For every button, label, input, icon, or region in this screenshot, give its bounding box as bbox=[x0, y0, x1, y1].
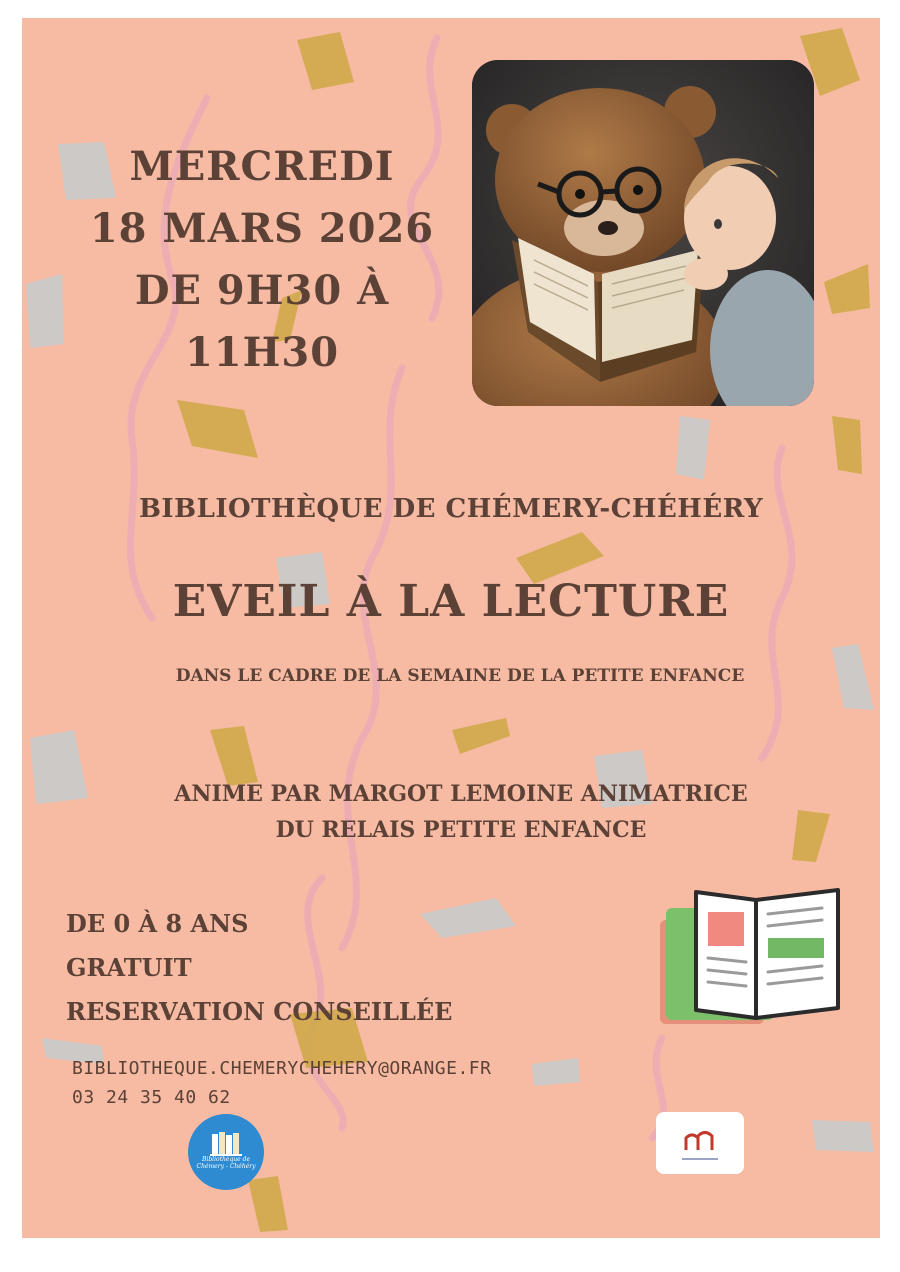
event-date: 18 MARS 2026 bbox=[89, 205, 435, 252]
open-book-icon bbox=[656, 882, 846, 1032]
event-context: DANS LE CADRE DE LA SEMAINE DE LA PETITE ENFANCE bbox=[175, 666, 745, 686]
host-line-1: ANIME PAR MARGOT LEMOINE ANIMATRICE bbox=[174, 781, 748, 807]
rpe-house-icon bbox=[656, 1112, 744, 1174]
price: GRATUIT bbox=[66, 953, 192, 982]
event-time-start: DE 9H30 À bbox=[134, 267, 390, 314]
event-date-time bbox=[42, 136, 482, 384]
booking-note: RESERVATION CONSEILLÉE bbox=[66, 997, 453, 1026]
library-name: BIBLIOTHÈQUE DE CHÉMERY-CHÉHÉRY bbox=[138, 494, 764, 524]
poster bbox=[22, 18, 880, 1238]
teddy-bear-reading-photo bbox=[472, 60, 814, 406]
contact-phone[interactable]: 03 24 35 40 62 bbox=[72, 1087, 231, 1108]
relais-petite-enfance-logo bbox=[656, 1112, 744, 1174]
contact-info bbox=[72, 1054, 491, 1112]
contact-email[interactable]: BIBLIOTHEQUE.CHEMERYCHEHERY@ORANGE.FR bbox=[72, 1058, 492, 1079]
library-logo bbox=[188, 1114, 264, 1190]
host-line-2: DU RELAIS PETITE ENFANCE bbox=[275, 817, 647, 843]
event-host bbox=[22, 776, 880, 848]
event-title: EVEIL À LA LECTURE bbox=[172, 576, 730, 627]
library-logo-text: Bibliothèque de Chémery - Chéhéry bbox=[196, 1156, 256, 1170]
practical-info bbox=[66, 902, 452, 1034]
age-range: DE 0 À 8 ANS bbox=[66, 909, 249, 938]
event-day: MERCREDI bbox=[129, 143, 395, 190]
books-icon bbox=[188, 1114, 264, 1190]
teddy-bear-photo-illustration bbox=[472, 60, 814, 406]
event-time-end: 11H30 bbox=[184, 329, 340, 376]
